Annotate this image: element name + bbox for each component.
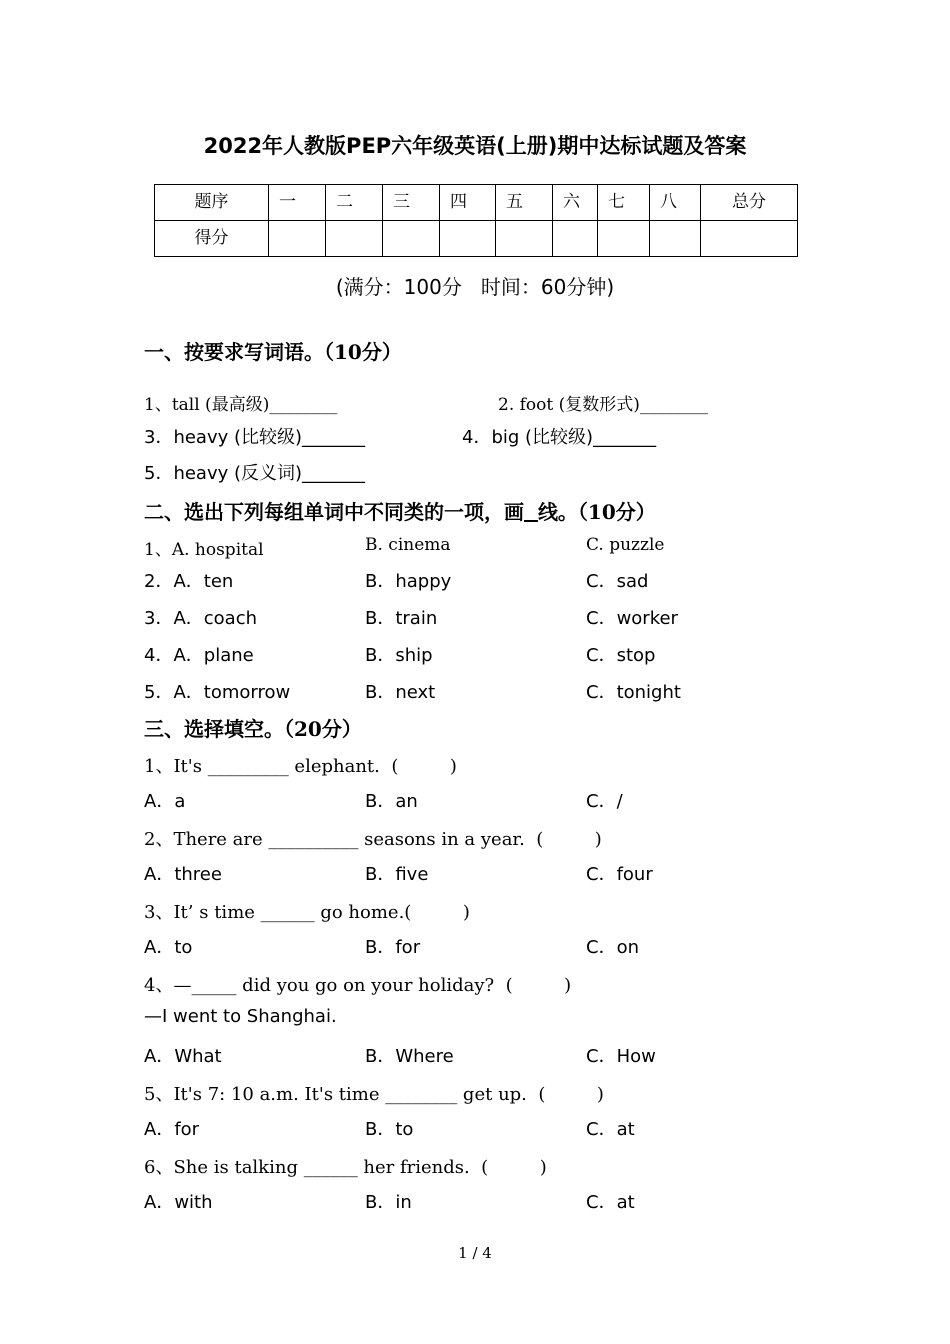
section3-q3-c: C．on bbox=[586, 937, 639, 958]
section2-q3-c: C．worker bbox=[586, 608, 678, 629]
score-cell[interactable] bbox=[326, 221, 383, 257]
section1-q2: 2. foot (复数形式)________ bbox=[498, 395, 708, 415]
section3-q5: 5、It's 7: 10 a.m. It's time ________ get up. ( ) bbox=[144, 1084, 604, 1105]
section2-q1-a: 1、A. hospital bbox=[144, 540, 264, 560]
section2-q4-a: 4．A．plane bbox=[144, 645, 254, 666]
score-header-cell: 五 bbox=[496, 185, 553, 221]
section3-q5-a: A．for bbox=[144, 1119, 200, 1140]
section2-heading bbox=[144, 496, 656, 525]
section3-q1-b: B．an bbox=[365, 791, 418, 812]
score-header-cell: 题序 bbox=[155, 185, 269, 221]
score-header-cell: 八 bbox=[650, 185, 701, 221]
section2-q3-a: 3．A．coach bbox=[144, 608, 258, 629]
section3-q2-c: C．four bbox=[586, 864, 653, 885]
section2-heading-text: 二、选出下列每组单词中不同类的一项，画 bbox=[144, 500, 524, 524]
score-header-cell: 一 bbox=[269, 185, 326, 221]
section3-q1-c: C．/ bbox=[586, 791, 623, 812]
section3-q2-b: B．five bbox=[365, 864, 429, 885]
section3-q4: 4、—_____ did you go on your holiday? ( ) bbox=[144, 975, 572, 996]
section2-q1-b: B. cinema bbox=[365, 535, 451, 555]
section2-heading-blank bbox=[524, 500, 538, 524]
score-row-label: 得分 bbox=[155, 221, 269, 257]
section2-q5-c: C．tonight bbox=[586, 682, 681, 703]
section3-q2: 2、There are __________ seasons in a year. ( ) bbox=[144, 829, 602, 850]
section3-q2-a: A．three bbox=[144, 864, 222, 885]
section3-q5-c: C．at bbox=[586, 1119, 635, 1140]
section2-q4-c: C．stop bbox=[586, 645, 656, 666]
score-header-cell: 七 bbox=[598, 185, 650, 221]
section1-q4: 4．big (比较级)_______ bbox=[462, 427, 657, 448]
score-cell[interactable] bbox=[383, 221, 440, 257]
section3-q6-b: B．in bbox=[365, 1192, 412, 1213]
section3-q4-reply: —I went to Shanghai. bbox=[144, 1006, 337, 1027]
score-table-score-row bbox=[155, 221, 798, 257]
section2-q1-c: C. puzzle bbox=[586, 535, 665, 555]
section3-q6-c: C．at bbox=[586, 1192, 635, 1213]
section2-q5-a: 5．A．tomorrow bbox=[144, 682, 291, 703]
page-title: 2022年人教版PEP六年级英语(上册)期中达标试题及答案 bbox=[203, 134, 747, 158]
section2-q2-c: C．sad bbox=[586, 571, 649, 592]
section3-q3-a: A．to bbox=[144, 937, 193, 958]
section3-q1: 1、It's _________ elephant. ( ) bbox=[144, 756, 457, 777]
section3-heading: 三、选择填空。（20分） bbox=[144, 717, 362, 741]
section2-q5-b: B．next bbox=[365, 682, 436, 703]
score-cell[interactable] bbox=[701, 221, 798, 257]
score-cell[interactable] bbox=[650, 221, 701, 257]
score-header-cell: 总分 bbox=[701, 185, 798, 221]
section3-q5-b: B．to bbox=[365, 1119, 414, 1140]
score-cell[interactable] bbox=[598, 221, 650, 257]
full-score-note: (满分：100分 时间：60分钟) bbox=[335, 275, 615, 299]
page-number: 1 / 4 bbox=[458, 1244, 492, 1262]
score-cell[interactable] bbox=[553, 221, 598, 257]
score-header-cell: 四 bbox=[440, 185, 496, 221]
section2-q2-b: B．happy bbox=[365, 571, 452, 592]
section1-q1: 1、tall (最高级)________ bbox=[144, 395, 338, 415]
section2-q4-b: B．ship bbox=[365, 645, 433, 666]
section3-q1-a: A．a bbox=[144, 791, 186, 812]
section3-q6-a: A．with bbox=[144, 1192, 213, 1213]
section2-q3-b: B．train bbox=[365, 608, 438, 629]
score-cell[interactable] bbox=[496, 221, 553, 257]
score-cell[interactable] bbox=[440, 221, 496, 257]
score-cell[interactable] bbox=[269, 221, 326, 257]
section3-q6: 6、She is talking ______ her friends. ( ) bbox=[144, 1157, 547, 1178]
section3-q4-a: A．What bbox=[144, 1046, 222, 1067]
section3-q3-b: B．for bbox=[365, 937, 421, 958]
section1-q3: 3．heavy (比较级)_______ bbox=[144, 427, 366, 448]
score-table-header-row bbox=[155, 185, 798, 221]
score-header-cell: 三 bbox=[383, 185, 440, 221]
section3-q4-b: B．Where bbox=[365, 1046, 454, 1067]
section3-q3: 3、It’ s time ______ go home.( ) bbox=[144, 902, 470, 923]
score-table bbox=[154, 184, 798, 257]
section1-q5: 5．heavy (反义词)_______ bbox=[144, 463, 366, 484]
section3-q4-c: C．How bbox=[586, 1046, 656, 1067]
section2-heading-text-end: 线。（10分） bbox=[537, 500, 656, 524]
section1-heading: 一、按要求写词语。（10分） bbox=[144, 340, 402, 364]
score-header-cell: 二 bbox=[326, 185, 383, 221]
section2-q2-a: 2．A．ten bbox=[144, 571, 234, 592]
score-header-cell: 六 bbox=[553, 185, 598, 221]
